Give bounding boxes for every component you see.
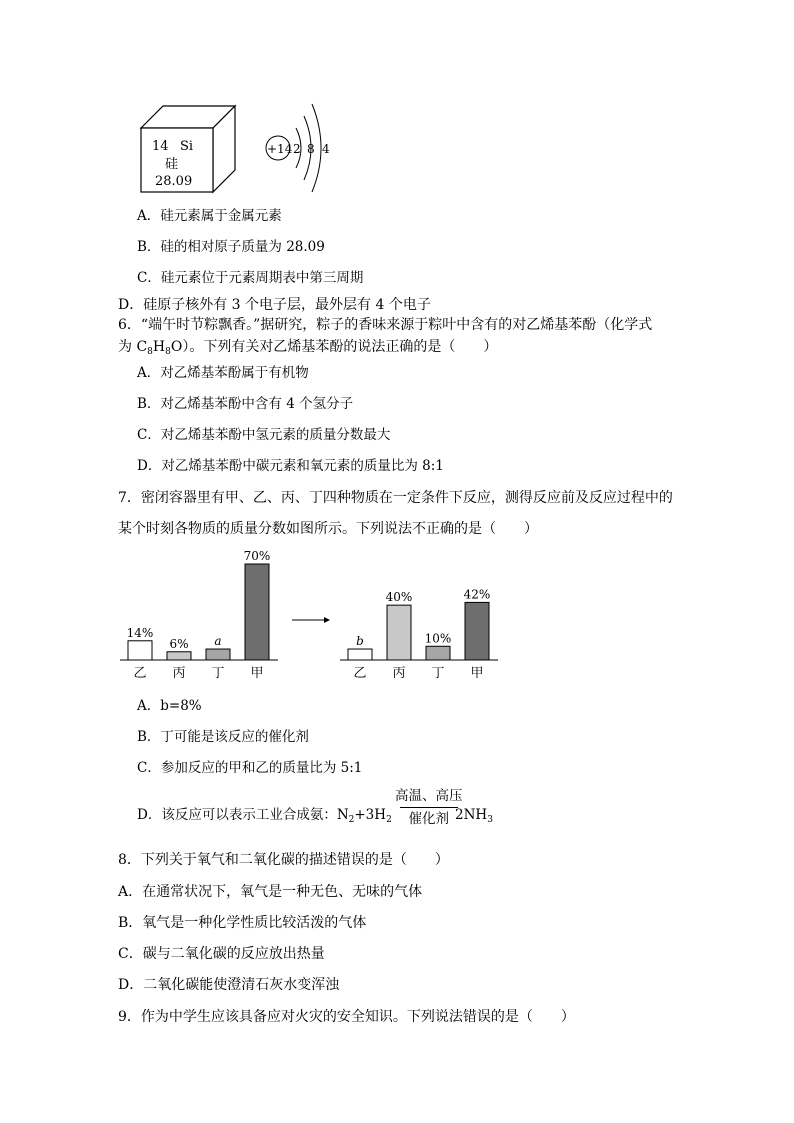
q6-option-a: A．对乙烯基苯酚属于有机物: [137, 365, 309, 381]
q6-option-d: D．对乙烯基苯酚中碳元素和氧元素的质量比为 8:1: [137, 458, 444, 474]
q5-option-b: B．硅的相对原子质量为 28.09: [137, 239, 325, 255]
data-label: 40%: [385, 590, 413, 605]
element-card: [135, 100, 240, 195]
category-label: 丙: [172, 666, 186, 681]
q7-stem-line1: 7．密闭容器里有甲、乙、丙、丁四种物质在一定条件下反应，测得反应前及反应过程中的: [118, 490, 673, 506]
q8-option-a: A．在通常状况下，氧气是一种无色、无味的气体: [118, 884, 423, 900]
element-symbol: Si: [180, 139, 194, 154]
bar-甲: [465, 602, 489, 660]
data-label: a: [214, 634, 222, 649]
q5-option-d: D．硅原子核外有 3 个电子层，最外层有 4 个电子: [118, 297, 431, 313]
q8-option-d: D．二氧化碳能使澄清石灰水变浑浊: [118, 977, 340, 993]
condition-bottom: 催化剂: [408, 811, 449, 827]
reaction-arrow: [290, 612, 330, 628]
shell-1-electrons: 2: [293, 142, 301, 156]
shell-3-electrons: 4: [322, 142, 330, 156]
q8-stem: 8．下列关于氧气和二氧化碳的描述错误的是（ ）: [118, 852, 449, 868]
bar-丁: [206, 649, 230, 660]
bar-甲: [245, 564, 269, 660]
q6-option-b: B．对乙烯基苯酚中含有 4 个氢分子: [137, 396, 354, 412]
atom-structure-diagram: [258, 98, 338, 198]
category-label: 甲: [250, 666, 264, 681]
category-label: 丁: [211, 666, 225, 681]
q6-stem-line2: 为 $C_8H_8O$）。下列有关对乙烯基苯酚的说法正确的是（ ）: [118, 339, 498, 357]
data-label: 42%: [463, 587, 491, 602]
q7-option-a: A．b=8%: [137, 698, 202, 714]
bar-乙: [128, 641, 152, 660]
data-label: 6%: [169, 636, 189, 651]
data-label: 10%: [424, 631, 452, 646]
q7-stem-line2: 某个时刻各物质的质量分数如图所示。下列说法不正确的是（ ）: [118, 521, 538, 537]
bar-乙: [348, 649, 372, 660]
chart-before-reaction: [118, 548, 283, 683]
category-label: 甲: [470, 666, 484, 681]
q6-option-c: C．对乙烯基苯酚中氢元素的质量分数最大: [137, 427, 391, 443]
element-mass: 28.09: [155, 174, 193, 189]
category-label: 乙: [353, 666, 367, 681]
condition-top: 高温、高压: [395, 788, 463, 804]
bar-丙: [167, 652, 191, 660]
shell-2-electrons: 8: [307, 142, 315, 156]
element-number: 14: [152, 139, 169, 154]
category-label: 丁: [431, 666, 445, 681]
bar-丁: [426, 646, 450, 660]
bar-丙: [387, 605, 411, 660]
data-label: 70%: [243, 549, 271, 563]
category-label: 乙: [133, 666, 147, 681]
q9-stem: 9．作为中学生应该具备应对火灾的安全知识。下列说法错误的是（ ）: [118, 1009, 575, 1025]
reaction-product: $2NH_3$: [455, 807, 493, 825]
q7-option-b: B．丁可能是该反应的催化剂: [137, 729, 309, 745]
q6-stem-line1: 6．“端午时节粽飘香。”据研究，粽子的香味来源于粽叶中含有的对乙烯基苯酚（化学式: [118, 317, 653, 333]
q5-option-a: A．硅元素属于金属元素: [137, 208, 282, 224]
q8-option-b: B．氧气是一种化学性质比较活泼的气体: [118, 915, 367, 931]
nucleus-charge: +14: [267, 142, 293, 156]
chart-after-reaction: [338, 548, 503, 683]
q7-option-c: C．参加反应的甲和乙的质量比为 5:1: [137, 760, 363, 776]
q7-option-d: D．该反应可以表示工业合成氨：$N_2+3H_2$: [137, 807, 392, 825]
element-name: 硅: [165, 157, 179, 172]
reaction-condition: [395, 788, 463, 827]
category-label: 丙: [392, 666, 406, 681]
q8-option-c: C．碳与二氧化碳的反应放出热量: [118, 946, 325, 962]
q5-option-c: C．硅元素位于元素周期表中第三周期: [137, 270, 364, 286]
data-label: 14%: [126, 625, 154, 640]
data-label: b: [356, 634, 364, 649]
